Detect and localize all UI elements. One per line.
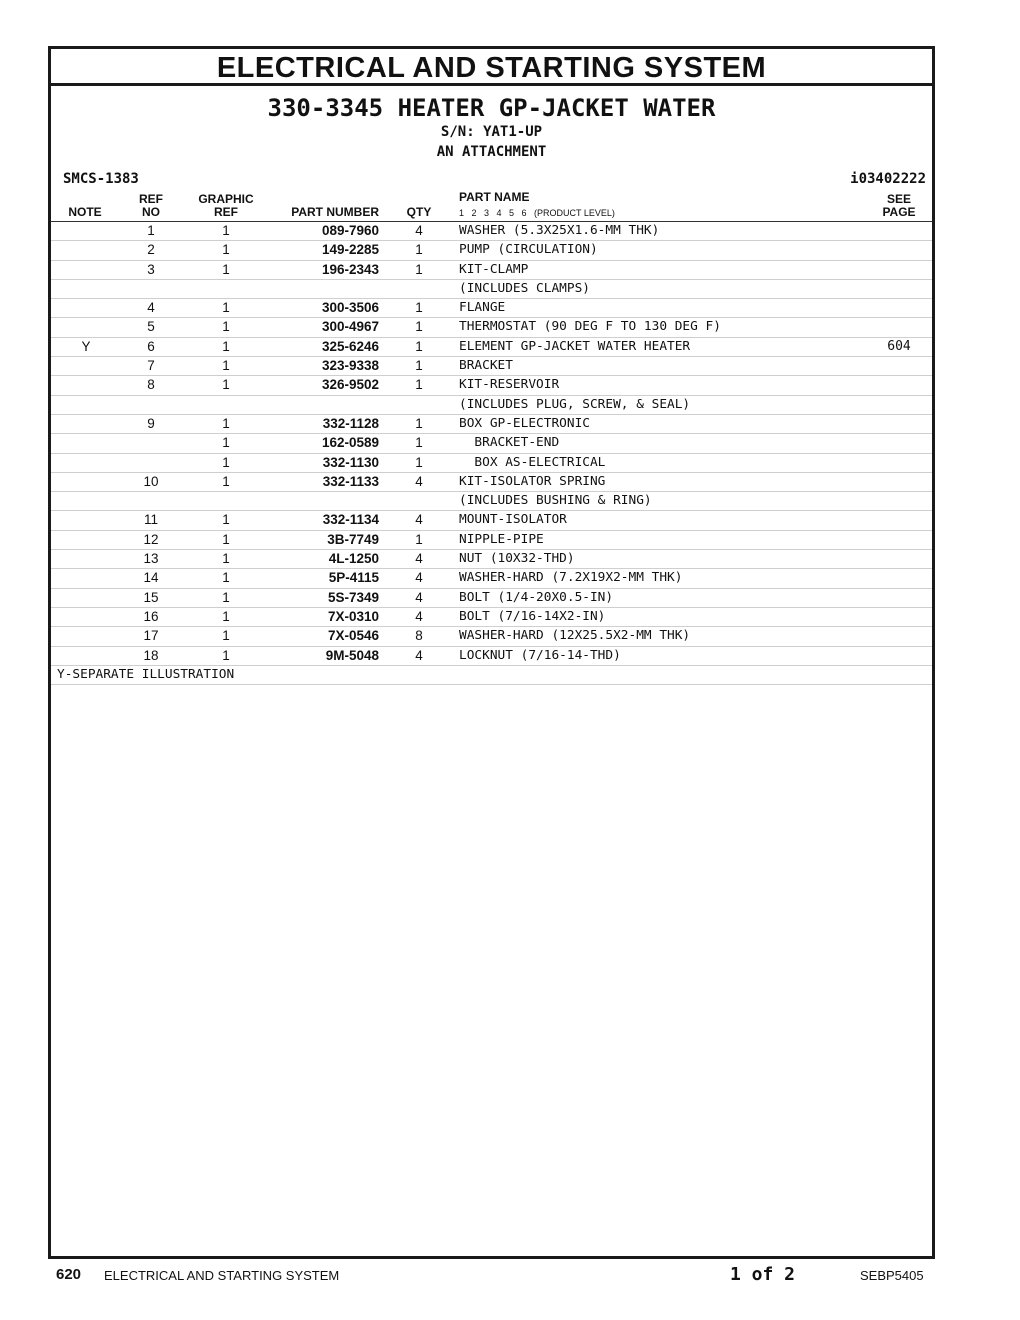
row-ref-no: 13 <box>143 551 159 567</box>
row-graphic-ref: 1 <box>222 628 230 644</box>
parts-table-body <box>51 222 932 666</box>
row-part-name: KIT-ISOLATOR SPRING <box>459 473 606 489</box>
row-part-number: 5S-7349 <box>327 589 379 605</box>
row-part-number: 332-1133 <box>322 473 379 489</box>
row-part-name: (INCLUDES BUSHING & RING) <box>459 493 652 509</box>
col-part-name: PART NAME <box>459 190 530 204</box>
footnote-row <box>51 666 932 685</box>
table-row <box>51 647 932 666</box>
row-ref-no: 5 <box>147 319 155 335</box>
col-see-bottom: PAGE <box>882 205 916 219</box>
row-part-name: PUMP (CIRCULATION) <box>459 242 598 258</box>
row-graphic-ref: 1 <box>222 589 230 605</box>
row-part-name: LOCKNUT (7/16-14-THD) <box>459 647 621 663</box>
row-graphic-ref: 1 <box>222 473 230 489</box>
table-row <box>51 338 932 357</box>
table-row <box>51 550 932 569</box>
row-part-number: 332-1130 <box>322 454 379 470</box>
row-qty: 1 <box>415 300 423 316</box>
page-number: 620 <box>56 1266 82 1283</box>
col-ref-bottom: NO <box>142 205 160 219</box>
row-graphic-ref: 1 <box>222 454 230 470</box>
row-part-number: 149-2285 <box>321 242 379 258</box>
row-qty: 4 <box>415 570 423 586</box>
row-graphic-ref: 1 <box>222 608 230 624</box>
table-row <box>51 511 932 530</box>
row-part-name: KIT-RESERVOIR <box>459 377 560 393</box>
section-title: ELECTRICAL AND STARTING SYSTEM <box>51 49 932 86</box>
row-part-number: 332-1134 <box>322 512 379 528</box>
row-part-number: 7X-0310 <box>327 608 379 624</box>
row-ref-no: 9 <box>147 415 155 431</box>
row-ref-no: 2 <box>147 242 155 258</box>
row-graphic-ref: 1 <box>222 531 230 547</box>
row-part-number: 323-9338 <box>321 358 379 374</box>
serial-number-range: S/N: YAT1-UP <box>440 124 543 140</box>
product-level-scale: 1 2 3 4 5 6 (PRODUCT LEVEL) <box>459 208 615 218</box>
table-row <box>51 261 932 280</box>
row-qty: 8 <box>415 628 423 644</box>
row-part-name: ELEMENT GP-JACKET WATER HEATER <box>459 338 691 354</box>
row-graphic-ref: 1 <box>222 223 230 238</box>
row-ref-no: 11 <box>143 512 158 528</box>
col-graphic-bottom: REF <box>214 205 238 219</box>
document-id: SEBP5405 <box>860 1268 924 1283</box>
row-part-number: 300-4967 <box>321 319 379 335</box>
row-ref-no: 1 <box>147 223 155 238</box>
footnote: Y-SEPARATE ILLUSTRATION <box>57 666 235 682</box>
footer-section: ELECTRICAL AND STARTING SYSTEM <box>104 1268 340 1283</box>
row-ref-no: 7 <box>147 358 155 374</box>
row-part-number: 162-0589 <box>321 435 379 451</box>
row-qty: 4 <box>415 589 423 605</box>
row-part-name: BOX GP-ELECTRONIC <box>459 415 590 431</box>
row-qty: 1 <box>415 454 423 470</box>
row-graphic-ref: 1 <box>222 377 230 393</box>
row-ref-no: 15 <box>143 589 159 605</box>
table-row <box>51 376 932 395</box>
table-row <box>51 357 932 376</box>
row-qty: 4 <box>415 608 423 624</box>
col-qty: QTY <box>406 205 432 219</box>
row-part-name: BOX AS-ELECTRICAL <box>459 454 606 470</box>
table-row <box>51 627 932 646</box>
illustration-id: i03402222 <box>850 171 926 187</box>
table-row <box>51 569 932 588</box>
row-ref-no: 18 <box>143 647 159 663</box>
row-part-name: (INCLUDES CLAMPS) <box>459 280 590 296</box>
row-qty: 4 <box>415 223 423 238</box>
row-part-number: 5P-4115 <box>328 570 379 586</box>
table-row <box>51 454 932 473</box>
table-row <box>51 396 932 415</box>
table-row <box>51 280 932 299</box>
row-qty: 1 <box>415 261 423 277</box>
row-qty: 1 <box>415 415 423 431</box>
row-part-name: BRACKET-END <box>459 435 560 451</box>
row-ref-no: 14 <box>143 570 159 586</box>
row-part-number: 4L-1250 <box>328 551 379 567</box>
row-part-name: KIT-CLAMP <box>459 261 529 277</box>
table-row <box>51 492 932 511</box>
col-see-top: SEE <box>886 192 911 206</box>
row-part-name: MOUNT-ISOLATOR <box>459 512 567 528</box>
row-ref-no: 6 <box>147 338 155 354</box>
table-row <box>51 531 932 550</box>
row-part-number: 9M-5048 <box>325 647 379 663</box>
row-graphic-ref: 1 <box>222 647 230 663</box>
page-footer <box>0 1266 1020 1288</box>
reference-line <box>51 167 932 191</box>
row-graphic-ref: 1 <box>222 261 230 277</box>
row-part-number: 7X-0546 <box>327 628 379 644</box>
row-qty: 4 <box>415 647 423 663</box>
row-part-number: 325-6246 <box>321 338 379 354</box>
attachment-label: AN ATTACHMENT <box>436 144 547 160</box>
row-part-name: WASHER-HARD (7.2X19X2-MM THK) <box>459 570 683 586</box>
parts-table-header <box>51 191 932 222</box>
table-row <box>51 241 932 260</box>
row-graphic-ref: 1 <box>222 512 230 528</box>
table-row <box>51 299 932 318</box>
table-row <box>51 318 932 337</box>
row-graphic-ref: 1 <box>222 435 230 451</box>
row-qty: 1 <box>415 358 423 374</box>
row-part-name: WASHER (5.3X25X1.6-MM THK) <box>459 223 660 238</box>
row-ref-no: 4 <box>147 300 155 316</box>
row-qty: 1 <box>415 531 423 547</box>
row-graphic-ref: 1 <box>222 415 230 431</box>
row-part-number: 196-2343 <box>321 261 379 277</box>
row-ref-no: 8 <box>147 377 155 393</box>
row-note: Y <box>81 338 91 354</box>
group-title: 330-3345 HEATER GP-JACKET WATER <box>267 94 716 122</box>
row-part-number: 326-9502 <box>321 377 379 393</box>
row-part-name: NIPPLE-PIPE <box>459 531 544 547</box>
row-qty: 4 <box>415 551 423 567</box>
col-note: NOTE <box>68 205 102 219</box>
row-part-name: BOLT (7/16-14X2-IN) <box>459 608 606 624</box>
row-part-name: NUT (10X32-THD) <box>459 551 575 567</box>
col-ref-top: REF <box>139 192 163 206</box>
smcs-code: SMCS-1383 <box>63 171 139 187</box>
row-qty: 4 <box>415 473 423 489</box>
row-ref-no: 16 <box>143 608 159 624</box>
row-part-name: WASHER-HARD (12X25.5X2-MM THK) <box>459 628 691 644</box>
row-part-number: 332-1128 <box>322 415 379 431</box>
row-part-name: THERMOSTAT (90 DEG F TO 130 DEG F) <box>459 319 721 335</box>
table-row <box>51 608 932 627</box>
page-of-count: 1 of 2 <box>730 1264 796 1285</box>
row-graphic-ref: 1 <box>222 242 230 258</box>
row-qty: 4 <box>415 512 423 528</box>
row-qty: 1 <box>415 338 423 354</box>
table-row <box>51 434 932 453</box>
row-part-number: 089-7960 <box>321 223 379 238</box>
row-ref-no: 12 <box>143 531 159 547</box>
row-see-page: 604 <box>887 338 911 354</box>
row-ref-no: 3 <box>147 261 155 277</box>
table-row <box>51 473 932 492</box>
row-graphic-ref: 1 <box>222 300 230 316</box>
row-ref-no: 17 <box>143 628 159 644</box>
row-part-name: (INCLUDES PLUG, SCREW, & SEAL) <box>459 396 691 412</box>
row-part-number: 300-3506 <box>321 300 379 316</box>
table-row <box>51 589 932 608</box>
row-qty: 1 <box>415 319 423 335</box>
row-part-name: BRACKET <box>459 358 513 374</box>
row-qty: 1 <box>415 242 423 258</box>
row-part-name: BOLT (1/4-20X0.5-IN) <box>459 589 614 605</box>
row-qty: 1 <box>415 377 423 393</box>
col-graphic-top: GRAPHIC <box>198 192 254 206</box>
row-graphic-ref: 1 <box>222 570 230 586</box>
row-part-number: 3B-7749 <box>327 531 379 547</box>
row-graphic-ref: 1 <box>222 551 230 567</box>
table-row <box>51 222 932 241</box>
col-part-number: PART NUMBER <box>291 205 379 219</box>
parts-page-frame <box>48 46 935 1259</box>
row-graphic-ref: 1 <box>222 358 230 374</box>
row-part-name: FLANGE <box>459 300 506 316</box>
table-row <box>51 415 932 434</box>
row-graphic-ref: 1 <box>222 319 230 335</box>
row-qty: 1 <box>415 435 423 451</box>
row-graphic-ref: 1 <box>222 338 230 354</box>
row-ref-no: 10 <box>143 473 159 489</box>
